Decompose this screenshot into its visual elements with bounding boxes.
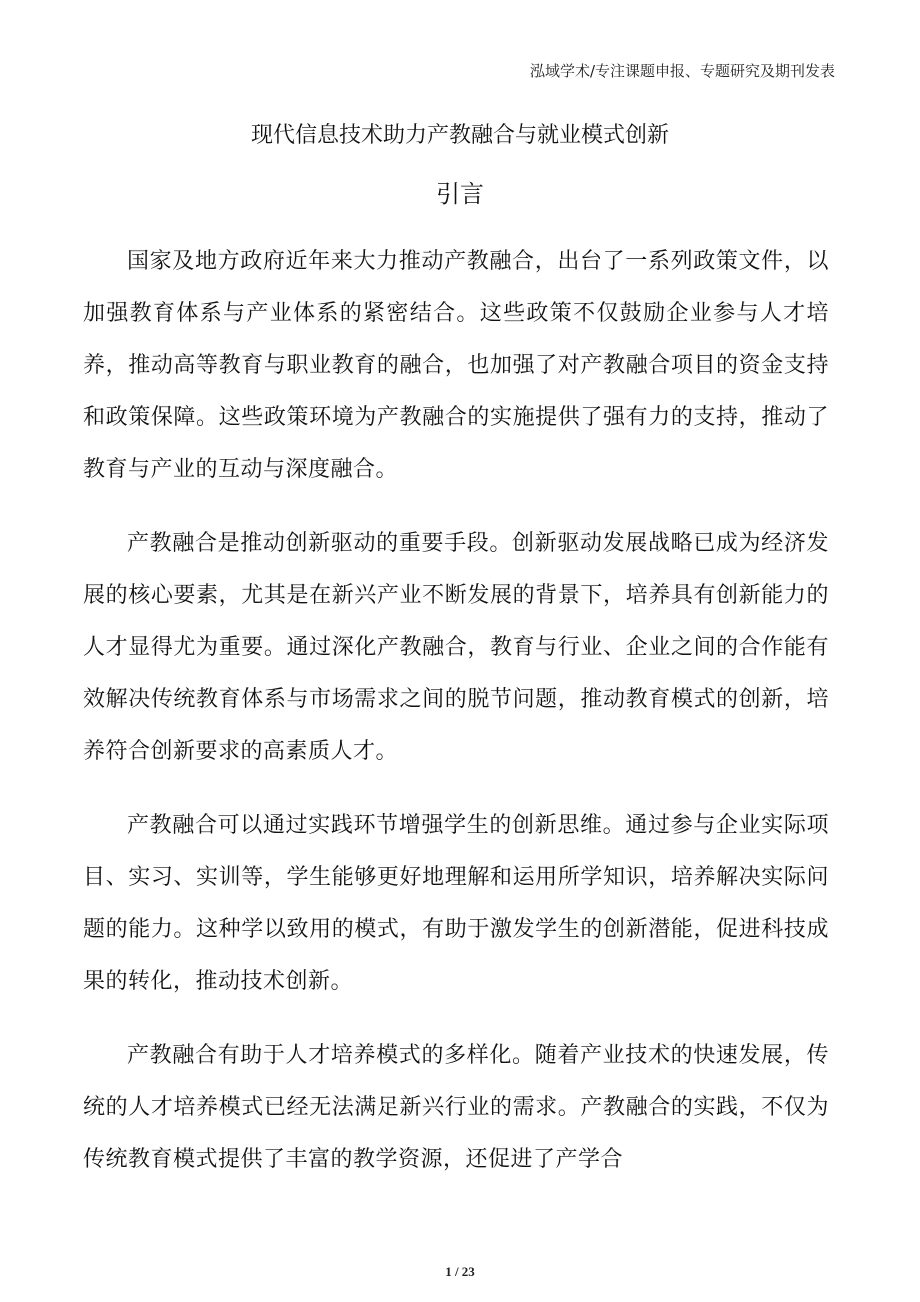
page-header: 泓域学术/专注课题申报、专题研究及期刊发表 — [529, 62, 835, 80]
page-number: 1 / 23 — [445, 1264, 475, 1279]
paragraph-4: 产教融合有助于人才培养模式的多样化。随着产业技术的快速发展，传统的人才培养模式已经无法满足新兴行业的需求。产教融合的实践，不仅为传统教育模式提供了丰富的教学资源，还促进了产学合 — [83, 1043, 829, 1172]
paragraph-1: 国家及地方政府近年来大力推动产教融合，出台了一系列政策文件，以加强教育体系与产业体系的紧密结合。这些政策不仅鼓励企业参与人才培养，推动高等教育与职业教育的融合，也加强了对产教融合项目的资金支持和政策保障。这些政策环境为产教融合的实施提供了强有力的支持，推动了教育与产业的互动与深度融合。 — [83, 249, 829, 482]
document-title: 现代信息技术助力产教融合与就业模式创新 — [250, 123, 669, 148]
paragraph-3: 产教融合可以通过实践环节增强学生的创新思维。通过参与企业实际项目、实习、实训等，学生能够更好地理解和运用所学知识，培养解决实际问题的能力。这种学以致用的模式，有助于激发学生的创新潜能，促进科技成果的转化，推动技术创新。 — [83, 813, 829, 994]
document-body — [83, 236, 829, 1208]
section-heading: 引言 — [436, 180, 484, 208]
paragraph-2: 产教融合是推动创新驱动的重要手段。创新驱动发展战略已成为经济发展的核心要素，尤其是在新兴产业不断发展的背景下，培养具有创新能力的人才显得尤为重要。通过深化产教融合，教育与行业、企业之间的合作能有效解决传统教育体系与市场需求之间的脱节问题，推动教育模式的创新，培养符合创新要求的高素质人才。 — [83, 531, 829, 764]
